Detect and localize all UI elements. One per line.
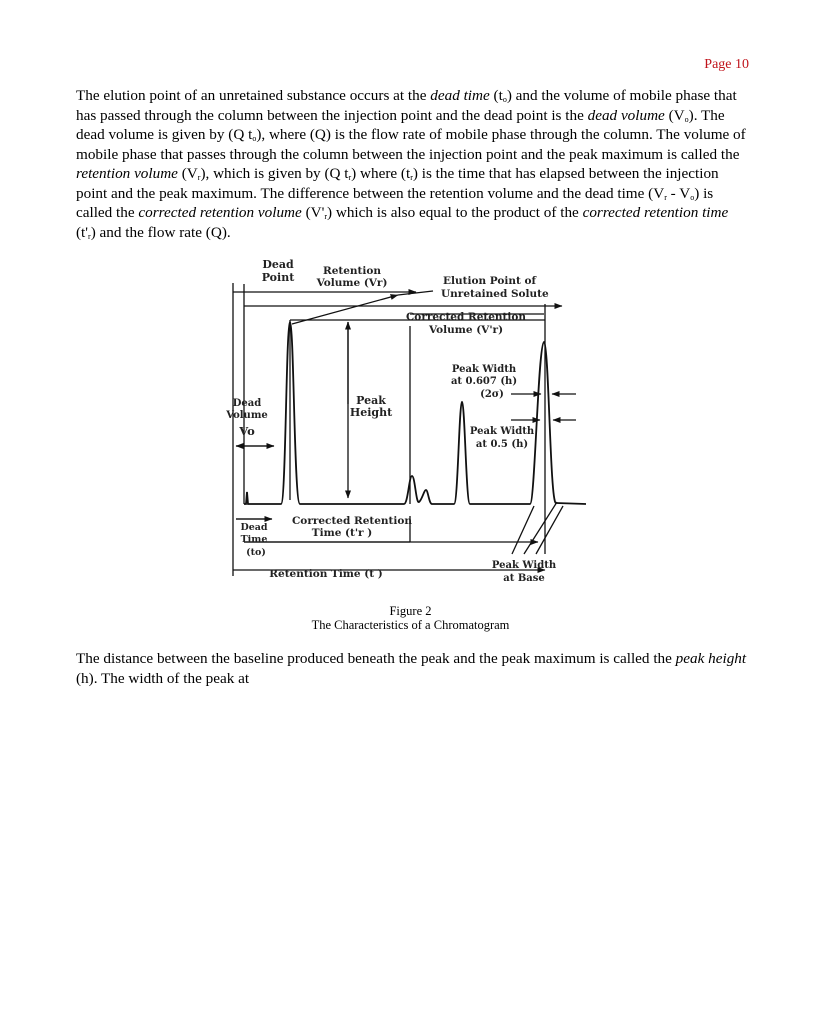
label-corrected-retention-volume: Corrected Retention Volume (V'r) [405, 311, 527, 336]
term-retention-volume: retention volume [76, 165, 178, 182]
label-peak-height: Peak Height [349, 394, 393, 419]
label-dead-point: Dead Point [261, 258, 295, 284]
figure-caption-number: Figure 2 [389, 604, 432, 618]
term-dead-time: dead time [430, 87, 490, 104]
label-retention-time: Retention Time (t ) [269, 568, 383, 580]
chromatogram-figure [226, 254, 596, 596]
figure-caption-title: The Characteristics of a Chromatogram [311, 618, 510, 632]
label-peak-width-base: Peak Width at Base [491, 560, 557, 584]
label-retention-volume: Retention Volume (Vr) [316, 265, 388, 289]
term-corrected-retention-volume: corrected retention volume [138, 204, 302, 221]
page-number: Page 10 [704, 57, 749, 72]
body-paragraph-2: The distance between the baseline produced beneath the peak and the peak maximum is called the peak height (h). The width of the peak at [76, 650, 747, 687]
term-peak-height: peak height [675, 650, 747, 667]
term-corrected-retention-time: corrected retention time [582, 204, 729, 221]
label-peak-width-05: Peak Width at 0.5 (h) [469, 426, 535, 450]
label-corrected-retention-time: Corrected Retention Time (t'r ) [291, 515, 413, 539]
chromatogram-trace [244, 322, 586, 504]
label-dead-volume: Dead Volume Vo [226, 398, 268, 438]
label-dead-time: Dead Time (to) [240, 522, 268, 558]
term-dead-volume: dead volume [587, 106, 665, 124]
label-elution-point: Elution Point of Unretained Solute [441, 275, 549, 300]
body-paragraph-1: The elution point of an unretained substance occurs at the dead time $(t_o)$ and the volume of mobile phase that has passed through the column between the injection point and the dead point is the dead volume $(V_o)$. The dead volume is given by (Q $t_o$), where (Q) is the flow rate of mobile phase through the column. The volume of mobile phase that passes through the column between the injection point and the peak maximum is called the retention volume $(V_r)$, which is given by (Q $t_r$) where $(t_r)$ is the time that has elapsed between the injection point and the peak maximum. The difference between the retention volume and the dead time $(V_r - V_o)$ is called the corrected retention volume $(V'_r)$ which is also equal to the product of the corrected retention time $(t'_r)$ and the flow rate (Q). [76, 87, 746, 241]
label-peak-width-0607: Peak Width at 0.607 (h) (2σ) [450, 364, 518, 400]
